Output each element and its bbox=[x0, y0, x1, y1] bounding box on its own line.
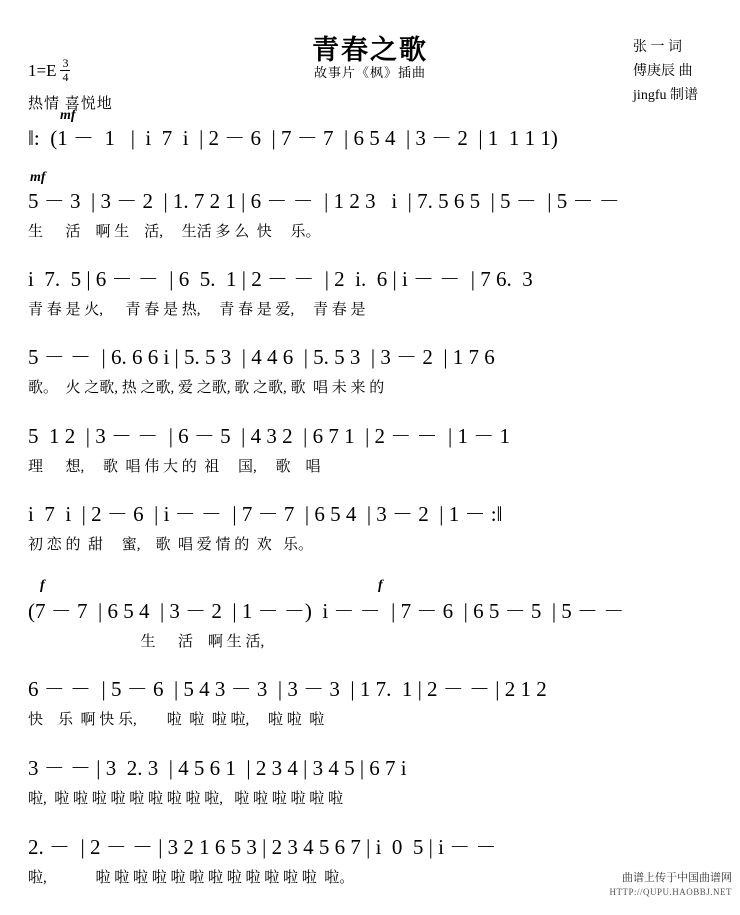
dynamic-f-1: f bbox=[40, 578, 45, 593]
dynamic-f-2: f bbox=[378, 578, 383, 593]
time-signature-numerator: 3 bbox=[62, 56, 69, 70]
tempo-marking: 热情 喜悦地 bbox=[28, 96, 113, 112]
system-4-notes: 5 － － | 6. 6 6 i | 5. 5 3 | 4 4 6 | 5. 5 3 | 3 － 2 | 1 7 6 bbox=[28, 345, 495, 369]
footer-watermark bbox=[609, 871, 732, 899]
system-4-lyrics: 歌。 火 之歌, 热 之歌, 爱 之歌, 歌 之歌, 歌 唱 未 来 的 bbox=[28, 380, 385, 396]
page-title: 青春之歌 bbox=[312, 35, 428, 65]
footer-line-2: HTTP://QUPU.HAOBBJ.NET bbox=[609, 887, 732, 897]
system-3-notes: i 7. 5 | 6 － － | 6 5. 1 | 2 － － | 2 i. 6 | i － － | 7 6. 3 bbox=[28, 267, 533, 291]
system-9-lyrics: 啦, 啦 啦 啦 啦 啦 啦 啦 啦 啦, 啦 啦 啦 啦 啦 啦 bbox=[28, 791, 344, 807]
key-label: 1=E bbox=[28, 61, 57, 81]
credit-composer: 傅庚辰 曲 bbox=[633, 64, 693, 79]
footer-line-1: 曲谱上传于中国曲谱网 bbox=[622, 872, 732, 884]
system-6-notes: i 7 i | 2 － 6 | i － － | 7 － 7 | 6 5 4 | 3 － 2 | 1 － :‖ bbox=[28, 502, 503, 526]
system-6-lyrics: 初 恋 的 甜 蜜, 歌 唱 爱 情 的 欢 乐。 bbox=[28, 537, 314, 553]
page-subtitle: 故事片《枫》插曲 bbox=[313, 65, 426, 80]
dynamic-mf-1: mf bbox=[60, 108, 76, 123]
key-signature bbox=[28, 58, 70, 84]
system-10-notes: 2. － | 2 － － | 3 2 1 6 5 3 | 2 3 4 5 6 7 | i 0 5 | i － － bbox=[28, 835, 497, 859]
credits bbox=[633, 36, 698, 108]
system-7-notes: (7 － 7 | 6 5 4 | 3 － 2 | 1 － －) i － － | 7 － 6 | 6 5 － 5 | 5 － － bbox=[28, 599, 625, 623]
system-8-notes: 6 － － | 5 － 6 | 5 4 3 － 3 | 3 － 3 | 1 7. 1 | 2 － － | 2 1 2 bbox=[28, 677, 547, 701]
system-2-lyrics: 生 活 啊 生 活, 生活 多 么 快 乐。 bbox=[28, 224, 321, 240]
system-8-lyrics: 快 乐 啊 快 乐, 啦 啦 啦 啦, 啦 啦 啦 bbox=[28, 712, 325, 728]
time-signature-denominator: 4 bbox=[62, 69, 69, 84]
time-signature bbox=[60, 57, 70, 83]
system-3-lyrics: 青 春 是 火, 青 春 是 热, 青 春 是 爱, 青 春 是 bbox=[28, 302, 366, 318]
credit-engraver: jingfu 制谱 bbox=[633, 88, 698, 103]
system-5-lyrics: 理 想, 歌 唱 伟 大 的 祖 国, 歌 唱 bbox=[28, 459, 321, 475]
system-7-lyrics: 生 活 啊 生 活, bbox=[28, 634, 265, 650]
credit-lyricist: 张 一 词 bbox=[633, 40, 683, 55]
system-1-notes: ‖: (1 － 1 | i 7 i | 2 － 6 | 7 － 7 | 6 5 4 | 3 － 2 | 1 1 1 1) bbox=[28, 126, 558, 150]
system-2-notes: 5 － 3 | 3 － 2 | 1. 7 2 1 | 6 － － | 1 2 3 i | 7. 5 6 5 | 5 － | 5 － － bbox=[28, 189, 620, 213]
dynamic-mf-2: mf bbox=[30, 170, 46, 185]
system-9-notes: 3 － － | 3 2. 3 | 4 5 6 1 | 2 3 4 | 3 4 5 | 6 7 i bbox=[28, 756, 407, 780]
system-5-notes: 5 1 2 | 3 － － | 6 － 5 | 4 3 2 | 6 7 1 | 2 － － | 1 － 1 bbox=[28, 424, 510, 448]
system-10-lyrics: 啦, 啦 啦 啦 啦 啦 啦 啦 啦 啦 啦 啦 啦 啦。 bbox=[28, 870, 355, 886]
